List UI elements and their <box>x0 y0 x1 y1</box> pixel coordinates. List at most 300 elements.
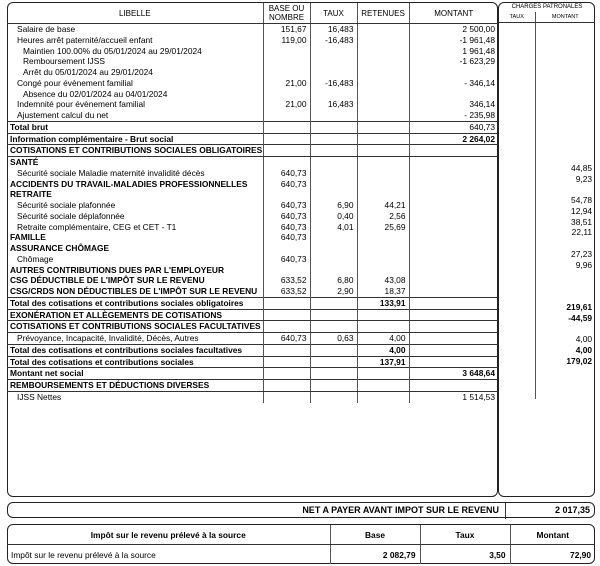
cell-label: IJSS Nettes <box>17 391 62 402</box>
charges-row <box>499 356 595 367</box>
cell-label: RETRAITE <box>10 189 52 200</box>
cell-base: 119,00 <box>263 35 310 46</box>
cell-base: 151,67 <box>263 24 310 35</box>
cell-taux <box>310 380 357 392</box>
net-divider <box>505 503 506 519</box>
cell-montant <box>409 265 498 276</box>
cell-retenues <box>357 67 409 78</box>
cell-cp-taux <box>499 55 535 66</box>
cell-cp-taux <box>499 367 535 378</box>
cell-cp-taux <box>499 227 535 238</box>
cell-montant: -1 961,48 <box>409 35 498 46</box>
cell-taux <box>310 344 357 356</box>
cell-label: Absence du 02/01/2024 au 04/01/2024 <box>23 88 168 99</box>
tax-header-montant: Montant <box>510 525 595 545</box>
cell-base: 640,73 <box>263 222 310 233</box>
tax-base: 2 082,79 <box>330 545 420 565</box>
cell-montant: 346,14 <box>409 99 498 110</box>
cell-cp-montant <box>535 45 595 56</box>
cell-cp-taux <box>499 388 535 399</box>
cell-retenues: 2,56 <box>357 211 409 222</box>
cell-cp-taux <box>499 206 535 217</box>
cell-cp-montant: 12,94 <box>571 205 593 216</box>
table-row <box>7 179 498 190</box>
cell-cp-montant <box>535 131 595 142</box>
cell-label: ASSURANCE CHÔMAGE <box>10 243 110 253</box>
charges-row <box>499 206 595 217</box>
cell-retenues <box>357 380 409 392</box>
cell-cp-montant: 54,78 <box>571 195 593 205</box>
cell-retenues <box>357 168 409 179</box>
cell-taux <box>310 254 357 265</box>
cell-cp-montant <box>535 270 595 281</box>
cell-cp-montant: -44,59 <box>568 312 593 323</box>
charges-row <box>499 388 595 399</box>
cell-cp-taux <box>499 163 535 174</box>
cell-base <box>263 356 310 368</box>
cell-cp-montant <box>535 66 595 77</box>
cell-cp-montant <box>535 141 595 152</box>
cell-cp-taux <box>499 377 535 388</box>
charges-row <box>499 141 595 152</box>
cell-retenues <box>357 24 409 35</box>
cell-label: Indemnité pour évènement familial <box>17 99 146 110</box>
cell-label: Sécurité sociale déplafonnée <box>17 210 125 221</box>
cell-retenues <box>357 254 409 265</box>
cell-label: ACCIDENTS DU TRAVAIL-MALADIES PROFESSIONNELLES <box>10 178 248 189</box>
cell-taux <box>310 232 357 243</box>
cell-cp-taux <box>499 120 535 131</box>
cell-taux: 0,40 <box>310 211 357 222</box>
charges-row <box>499 249 595 260</box>
cell-cp-montant <box>535 281 595 302</box>
tax-taux: 3,50 <box>420 545 510 565</box>
cell-label: AUTRES CONTRIBUTIONS DUES PAR L'EMPLOYEUR <box>10 264 225 275</box>
cell-montant: 1 961,48 <box>409 46 498 57</box>
cell-montant <box>409 232 498 243</box>
tax-montant: 72,90 <box>510 545 595 565</box>
cell-montant <box>409 333 498 345</box>
charges-row <box>499 324 595 335</box>
table-row <box>7 168 498 179</box>
cell-montant: - 235,98 <box>409 110 498 121</box>
table-row <box>7 232 498 243</box>
cell-montant <box>409 275 498 286</box>
charges-row <box>499 120 595 131</box>
cell-label: Chômage <box>17 253 54 264</box>
cell-base <box>263 67 310 78</box>
cell-taux <box>310 46 357 57</box>
cell-base: 21,00 <box>263 99 310 110</box>
table-row <box>7 121 498 133</box>
charges-row <box>499 23 595 34</box>
table-row <box>7 89 498 100</box>
cell-base: 640,73 <box>263 254 310 265</box>
cell-cp-taux <box>499 34 535 45</box>
cell-retenues <box>357 56 409 67</box>
cell-retenues <box>357 321 409 333</box>
cell-taux: -16,483 <box>310 35 357 46</box>
charges-row <box>499 98 595 109</box>
cell-montant <box>409 286 498 297</box>
income-tax-table <box>7 525 595 564</box>
table-row <box>7 211 498 222</box>
cell-cp-montant: 179,02 <box>566 355 593 366</box>
cell-montant: - 346,14 <box>409 78 498 89</box>
cell-label: Retraite complémentaire, CEG et CET - T1 <box>17 221 177 232</box>
cell-base <box>263 297 310 309</box>
charges-row <box>499 313 595 324</box>
cell-base: 640,73 <box>263 333 310 345</box>
cell-cp-montant <box>535 77 595 88</box>
cell-montant <box>409 356 498 368</box>
cell-label: Sécurité sociale Maladie maternité invalidité décès <box>17 167 205 178</box>
cell-cp-montant: 9,23 <box>575 173 593 184</box>
cell-cp-montant <box>535 120 595 131</box>
cell-cp-taux <box>499 109 535 120</box>
cell-label: COTISATIONS ET CONTRIBUTIONS SOCIALES OBLIGATOIRES <box>7 145 263 157</box>
cell-cp-montant: 4,00 <box>575 345 593 355</box>
cell-montant: 2 264,02 <box>409 133 498 145</box>
cell-base <box>263 368 310 380</box>
cell-cp-taux <box>499 152 535 163</box>
table-row <box>7 321 498 333</box>
charges-row <box>499 88 595 99</box>
cell-base: 640,73 <box>263 232 310 243</box>
cell-cp-taux <box>499 88 535 99</box>
table-row <box>7 145 498 157</box>
cell-montant <box>409 89 498 100</box>
cell-label: Heures arrêt paternité/accueil enfant <box>17 34 153 45</box>
cell-label: Total des cotisations et contributions sociales facultatives <box>7 344 263 356</box>
cell-base <box>263 380 310 392</box>
cell-base <box>263 391 310 402</box>
cell-cp-taux <box>499 249 535 260</box>
cell-retenues <box>357 145 409 157</box>
table-row <box>7 333 498 345</box>
employer-charges-table <box>499 3 595 399</box>
charges-patronales-header: CHARGES PATRONALES <box>511 4 583 10</box>
table-row <box>7 243 498 254</box>
cell-montant <box>409 67 498 78</box>
cell-base <box>263 145 310 157</box>
cell-cp-montant <box>535 324 595 335</box>
cp-taux-header: TAUX <box>499 12 535 23</box>
cell-taux <box>310 368 357 380</box>
cell-retenues <box>357 99 409 110</box>
cell-taux: 6,80 <box>310 275 357 286</box>
cell-taux <box>310 67 357 78</box>
cell-taux <box>310 145 357 157</box>
cell-base <box>263 133 310 145</box>
cell-cp-montant <box>535 377 595 388</box>
cell-retenues: 137,91 <box>357 356 409 368</box>
cell-taux: -16,483 <box>310 78 357 89</box>
cell-label: Salaire de base <box>17 24 76 34</box>
table-row <box>7 356 498 368</box>
cell-retenues <box>357 110 409 121</box>
net-payable-value: 2 017,35 <box>554 505 590 515</box>
table-row <box>7 391 498 402</box>
cell-cp-montant <box>535 238 595 249</box>
cell-cp-montant: 27,23 <box>571 248 593 259</box>
cell-base: 633,52 <box>263 286 310 297</box>
cell-montant <box>409 200 498 211</box>
cell-cp-montant <box>535 98 595 109</box>
cell-taux <box>310 89 357 100</box>
charges-row <box>499 377 595 388</box>
cell-taux: 4,01 <box>310 222 357 233</box>
cell-base: 640,73 <box>263 168 310 179</box>
cell-cp-taux <box>499 23 535 34</box>
cell-montant: 640,73 <box>409 121 498 133</box>
cell-cp-taux <box>499 270 535 281</box>
charges-row <box>499 163 595 174</box>
table-row <box>7 189 498 200</box>
cell-retenues: 4,00 <box>357 333 409 345</box>
cell-cp-taux <box>499 98 535 109</box>
cell-label: Prévoyance, Incapacité, Invalidité, Décès, Autres <box>17 333 199 343</box>
table-row <box>7 286 498 297</box>
cell-retenues <box>357 157 409 168</box>
cell-montant <box>409 254 498 265</box>
charges-row <box>499 238 595 249</box>
table-row <box>7 78 498 89</box>
cell-label: Sécurité sociale plafonnée <box>17 200 116 210</box>
cell-montant: 2 500,00 <box>409 24 498 35</box>
net-payable-bar <box>7 502 595 518</box>
cell-cp-montant: 44,85 <box>571 162 593 173</box>
cell-taux <box>310 356 357 368</box>
cell-montant <box>409 211 498 222</box>
charges-row <box>499 55 595 66</box>
cell-montant: 3 648,64 <box>409 368 498 380</box>
cell-cp-taux <box>499 217 535 228</box>
cell-label: FAMILLE <box>10 232 46 243</box>
cell-retenues <box>357 309 409 321</box>
cell-label: Arrêt du 05/01/2024 au 29/01/2024 <box>23 67 153 77</box>
cell-base <box>263 56 310 67</box>
cell-cp-taux <box>499 66 535 77</box>
cell-base <box>263 121 310 133</box>
cell-base <box>263 157 310 168</box>
payslip-table <box>7 3 498 403</box>
cell-base <box>263 243 310 254</box>
cell-retenues: 133,91 <box>357 297 409 309</box>
table-row <box>7 344 498 356</box>
cell-taux <box>310 391 357 402</box>
cell-cp-taux <box>499 77 535 88</box>
cell-cp-taux <box>499 184 535 195</box>
charges-row <box>499 227 595 238</box>
cell-montant <box>409 157 498 168</box>
cell-cp-montant: 219,61 <box>566 302 593 312</box>
col-base: BASE OU NOMBRE <box>263 3 310 24</box>
cell-taux: 2,90 <box>310 286 357 297</box>
tax-header-base: Base <box>330 525 420 545</box>
cell-montant <box>409 168 498 179</box>
cell-cp-taux <box>499 260 535 271</box>
net-payable-label: NET A PAYER AVANT IMPOT SUR LE REVENU <box>302 505 499 515</box>
cell-cp-taux <box>499 195 535 206</box>
cell-cp-taux <box>499 324 535 335</box>
table-row <box>7 67 498 78</box>
cell-taux <box>310 157 357 168</box>
charges-row <box>499 66 595 77</box>
cell-montant <box>409 189 498 200</box>
cell-label: CSG/CRDS NON DÉDUCTIBLES DE L'IMPÔT SUR LE REVENU <box>10 286 258 296</box>
table-row <box>7 133 498 145</box>
cell-montant <box>409 179 498 190</box>
table-row <box>7 222 498 233</box>
cell-cp-montant <box>535 152 595 163</box>
cell-base <box>263 110 310 121</box>
cell-cp-taux <box>499 281 535 302</box>
col-montant: MONTANT <box>409 3 498 24</box>
tax-label: Impôt sur le revenu prélevé à la source <box>11 549 156 560</box>
cell-retenues: 18,37 <box>357 286 409 297</box>
cell-label: SANTÉ <box>10 157 39 167</box>
table-row <box>7 35 498 46</box>
cell-montant <box>409 145 498 157</box>
cell-taux <box>310 121 357 133</box>
cell-cp-taux <box>499 356 535 367</box>
cell-cp-montant <box>535 388 595 399</box>
cp-montant-header: MONTANT <box>535 12 595 23</box>
cell-cp-taux <box>499 45 535 56</box>
cell-cp-taux <box>499 174 535 185</box>
charges-row <box>499 45 595 56</box>
charges-row <box>499 109 595 120</box>
cell-retenues: 43,08 <box>357 275 409 286</box>
cell-label: Remboursement IJSS <box>23 56 105 67</box>
cell-retenues <box>357 133 409 145</box>
cell-retenues: 25,69 <box>357 222 409 233</box>
table-row <box>7 157 498 168</box>
cell-cp-taux <box>499 141 535 152</box>
cell-retenues <box>357 232 409 243</box>
cell-taux <box>310 56 357 67</box>
charges-row <box>499 260 595 271</box>
cell-retenues <box>357 265 409 276</box>
cell-taux: 16,483 <box>310 24 357 35</box>
cell-cp-montant <box>535 23 595 34</box>
cell-montant <box>409 380 498 392</box>
cell-label: EXONÉRATION ET ALLÈGEMENTS DE COTISATIONS <box>7 309 263 321</box>
charges-row <box>499 152 595 163</box>
table-row <box>7 368 498 380</box>
table-row <box>7 297 498 309</box>
cell-retenues <box>357 78 409 89</box>
cell-taux: 6,90 <box>310 200 357 211</box>
cell-montant <box>409 321 498 333</box>
cell-cp-montant: 38,51 <box>571 216 593 227</box>
table-row <box>7 24 498 35</box>
col-libelle: LIBELLE <box>7 3 263 24</box>
table-row <box>7 46 498 57</box>
cell-retenues <box>357 35 409 46</box>
cell-cp-montant: 22,11 <box>571 227 593 238</box>
cell-cp-taux <box>499 302 535 313</box>
cell-base: 633,52 <box>263 275 310 286</box>
cell-base <box>263 321 310 333</box>
table-row <box>7 254 498 265</box>
cell-taux <box>310 110 357 121</box>
cell-retenues <box>357 89 409 100</box>
cell-taux <box>310 243 357 254</box>
cell-taux <box>310 133 357 145</box>
table-row <box>7 265 498 276</box>
cell-cp-montant <box>535 34 595 45</box>
cell-retenues <box>357 179 409 190</box>
cell-retenues <box>357 243 409 254</box>
charges-row <box>499 345 595 356</box>
cell-taux <box>310 265 357 276</box>
cell-montant <box>409 309 498 321</box>
cell-base: 640,73 <box>263 211 310 222</box>
cell-label: Total des cotisations et contributions sociales <box>7 356 263 368</box>
cell-taux: 0,63 <box>310 333 357 345</box>
table-header <box>7 3 498 24</box>
cell-retenues <box>357 189 409 200</box>
cell-retenues: 4,00 <box>357 344 409 356</box>
charges-row <box>499 281 595 302</box>
cell-cp-montant <box>535 109 595 120</box>
cell-retenues <box>357 121 409 133</box>
cell-cp-montant <box>535 184 595 195</box>
cell-label: REMBOURSEMENTS ET DÉDUCTIONS DIVERSES <box>7 380 263 392</box>
charges-row <box>499 367 595 378</box>
cell-label: Total brut <box>7 121 263 133</box>
charges-row <box>499 334 595 345</box>
table-row <box>7 99 498 110</box>
table-row <box>7 309 498 321</box>
cell-label: Montant net social <box>7 368 263 380</box>
cell-taux <box>310 189 357 200</box>
charges-row <box>499 77 595 88</box>
cell-label: Total des cotisations et contributions sociales obligatoires <box>7 297 263 309</box>
charges-row <box>499 174 595 185</box>
tax-value-row <box>7 545 595 565</box>
cell-taux <box>310 321 357 333</box>
cell-taux: 16,483 <box>310 99 357 110</box>
cell-base: 640,73 <box>263 200 310 211</box>
charges-row <box>499 131 595 142</box>
cell-label: Congé pour évènement familial <box>17 77 133 88</box>
table-row <box>7 110 498 121</box>
cell-base <box>263 189 310 200</box>
cell-cp-montant: 9,96 <box>575 259 593 270</box>
cell-taux <box>310 168 357 179</box>
cell-montant <box>409 344 498 356</box>
cell-base <box>263 265 310 276</box>
table-row <box>7 275 498 286</box>
cell-retenues: 44,21 <box>357 200 409 211</box>
charges-row <box>499 34 595 45</box>
cell-cp-taux <box>499 313 535 324</box>
cell-retenues <box>357 368 409 380</box>
cell-base: 21,00 <box>263 78 310 89</box>
cell-base: 640,73 <box>263 179 310 190</box>
cell-cp-montant <box>535 367 595 378</box>
charges-row <box>499 195 595 206</box>
col-retenues: RETENUES <box>357 3 409 24</box>
cell-cp-montant <box>535 55 595 66</box>
cell-cp-taux <box>499 238 535 249</box>
cell-base <box>263 89 310 100</box>
cell-taux <box>310 309 357 321</box>
cell-cp-taux <box>499 131 535 142</box>
